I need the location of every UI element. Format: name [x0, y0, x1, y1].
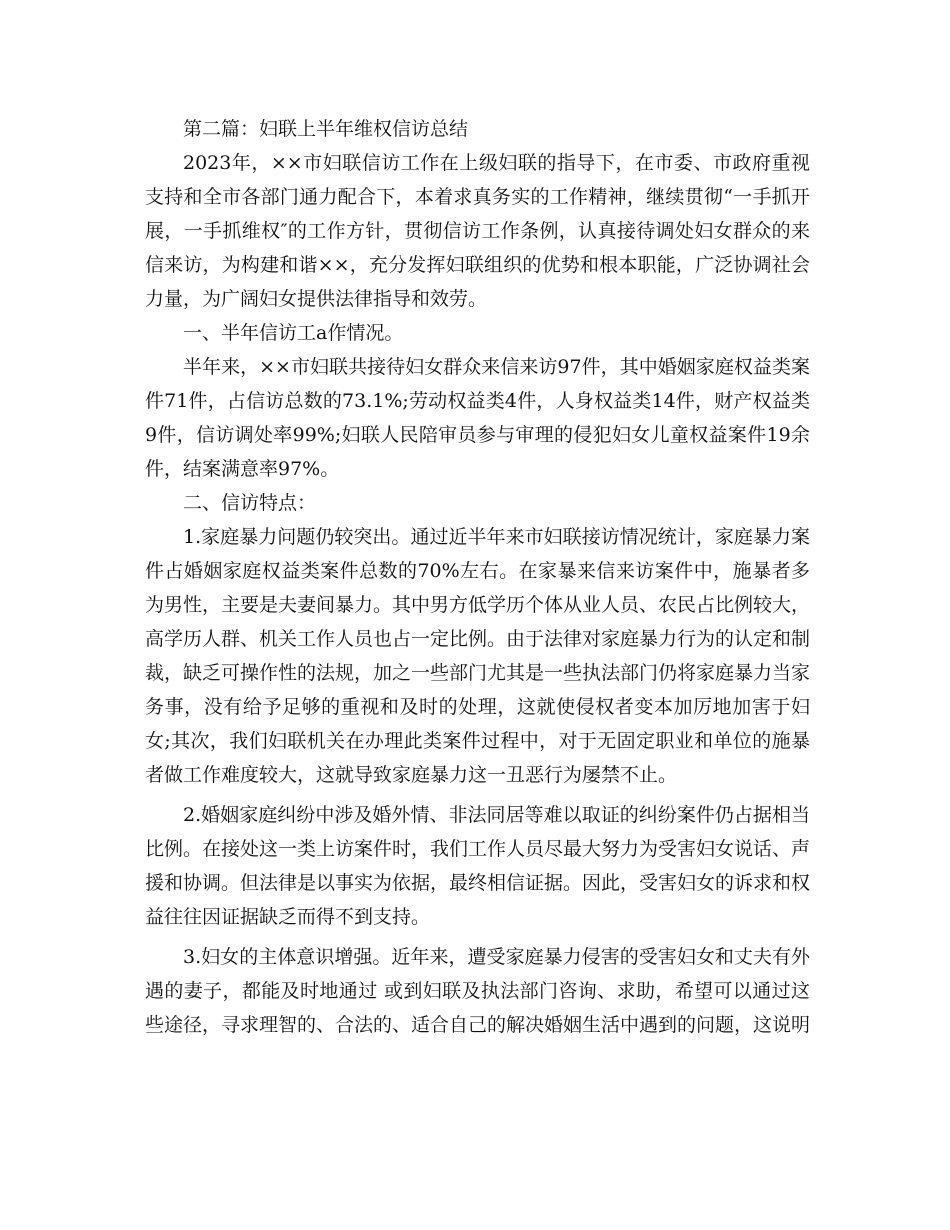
document-body — [145, 112, 810, 1042]
paragraph-point-3: 3.妇女的主体意识增强。近年来，遭受家庭暴力侵害的受害妇女和丈夫有外遇的妻子，都能及时地通过 或到妇联及执法部门咨询、求助，希望可以通过这些途径，寻求理智的、合法的、适合自己的解决婚姻生活中遇到的问题，这说明 — [145, 946, 811, 1036]
paragraph-statistics: 半年来，××市妇联共接待妇女群众来信来访97件，其中婚姻家庭权益类案件71件，占信访总数的73.1%;劳动权益类4件，人身权益类14件，财产权益类9件，信访调处率99%;妇联人民陪审员参与审理的侵犯妇女儿童权益案件19余件，结案满意率97%。 — [145, 356, 810, 480]
section-heading-1: 一、半年信访工a作情况。 — [183, 322, 404, 344]
paragraph-intro: 2023年，××市妇联信访工作在上级妇联的指导下，在市委、市政府重视支持和全市各部门通力配合下，本着求真务实的工作精神，继续贯彻“一手抓开展，一手抓维权″的工作方针，贯彻信访工作条例，认真接待调处妇女群众的来信来访，为构建和谐××，充分发挥妇联组织的优势和根本职能，广泛协调社会力量，为广阔妇女提供法律指导和效劳。 — [145, 152, 810, 310]
document-title: 第二篇：妇联上半年维权信访总结 — [183, 118, 469, 140]
section-heading-2: 二、信访特点： — [183, 492, 317, 514]
paragraph-point-2: 2.婚姻家庭纠纷中涉及婚外情、非法同居等难以取证的纠纷案件仍占据相当比例。在接处这一类上访案件时，我们工作人员尽最大努力为受害妇女说话、声援和协调。但法律是以事实为依据，最终相信证据。因此，受害妇女的诉求和权益往往因证据缺乏而得不到支持。 — [145, 804, 811, 928]
paragraph-point-1: 1.家庭暴力问题仍较突出。通过近半年来市妇联接访情况统计，家庭暴力案件占婚姻家庭权益类案件总数的70%左右。在家暴来信来访案件中，施暴者多为男性，主要是夫妻间暴力。其中男方低学历个体从业人员、农民占比例较大，高学历人群、机关工作人员也占一定比例。由于法律对家庭暴力行为的认定和制裁，缺乏可操作性的法规，加之一些部门尤其是一些执法部门仍将家庭暴力当家务事，没有给予足够的重视和及时的处理，这就使侵权者变本加厉地加害于妇女;其次，我们妇联机关在办理此类案件过程中，对于无固定职业和单位的施暴者做工作难度较大，这就导致家庭暴力这一丑恶行为屡禁不止。 — [145, 526, 811, 786]
